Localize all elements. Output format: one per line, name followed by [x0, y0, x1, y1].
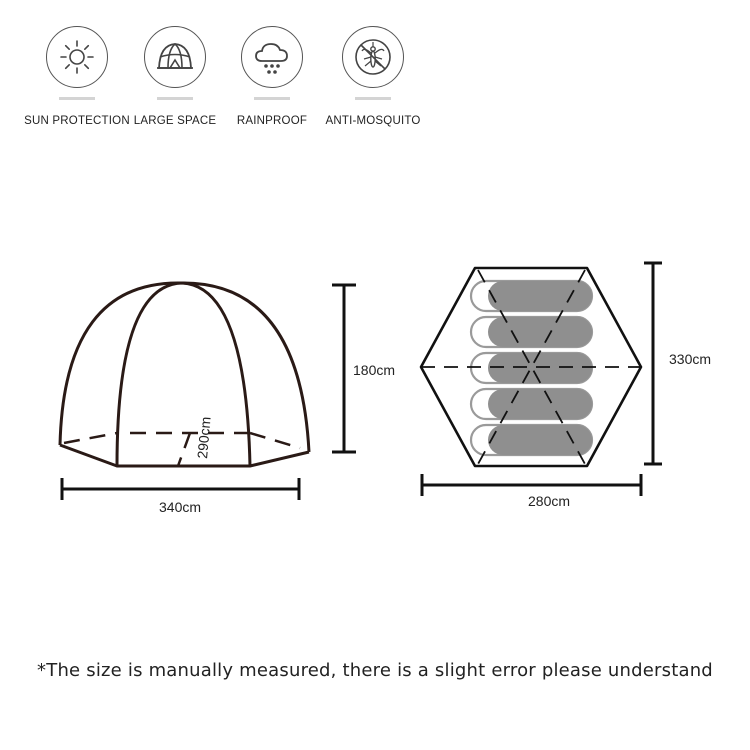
side-height-label: 180cm — [353, 362, 396, 378]
sleeping-bag-fill-1 — [488, 281, 592, 311]
side-width-dimension — [62, 478, 299, 500]
feature-label-rainproof: RAINPROOF — [236, 115, 308, 127]
side-depth-label: 290cm — [194, 415, 214, 460]
sleeping-bag-fill-4 — [488, 389, 592, 419]
feature-label-sun-protection: SUN PROTECTION — [24, 115, 130, 127]
sleeping-bag-row — [471, 281, 592, 455]
top-width-label: 280cm — [528, 493, 571, 509]
side-width-label: 340cm — [159, 499, 202, 515]
top-height-label: 330cm — [669, 351, 712, 367]
footnote: *The size is manually measured, there is a slight error please understand — [37, 660, 713, 681]
top-height-dimension — [644, 263, 662, 464]
feature-label-large-space: LARGE SPACE — [133, 115, 217, 127]
sleeping-bag-fill-5 — [488, 425, 592, 455]
feature-label-anti-mosquito: ANTI-MOSQUITO — [325, 115, 421, 127]
tent-side-view — [60, 283, 309, 466]
sleeping-bag-fill-2 — [488, 317, 592, 347]
sleeping-bag-fill-3 — [488, 353, 592, 383]
